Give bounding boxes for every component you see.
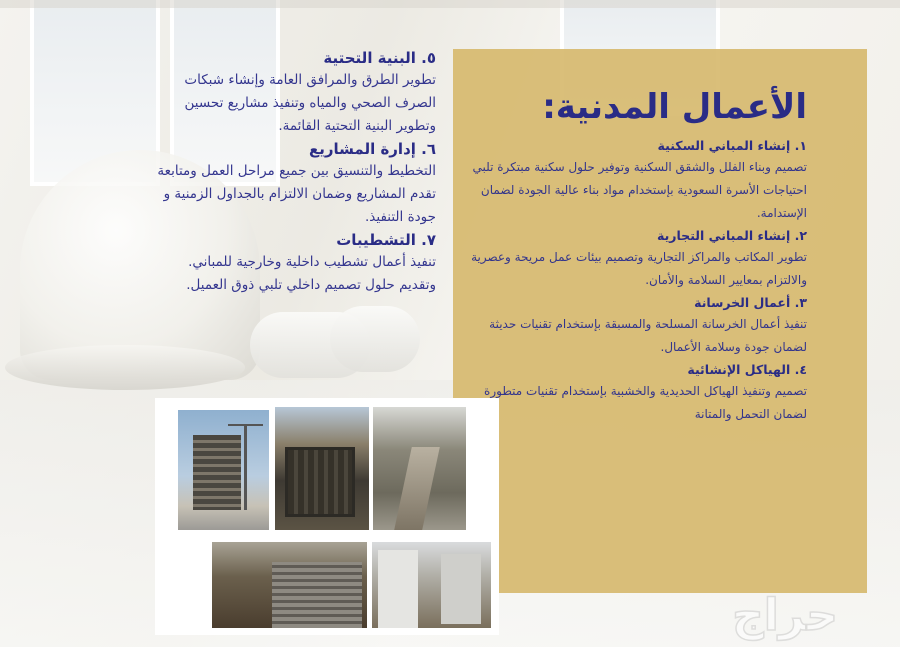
civil-works-panel bbox=[453, 49, 867, 593]
item-text: تطوير المكاتب والمراكز التجارية وتصميم بيئات عمل مريحة وعصرية والالتزام بمعايير السلامة والأمان. bbox=[471, 250, 807, 287]
item-text: تصميم وتنفيذ الهياكل الحديدية والخشبية بإستخدام تقنيات متطورة لضمان التحمل والمتانة bbox=[484, 384, 807, 421]
item-heading: ٤. الهياكل الإنشائية bbox=[687, 362, 807, 377]
section-heading: ٥. البنية التحتية bbox=[323, 49, 436, 67]
blueprint-roll bbox=[330, 306, 420, 372]
services-list-left bbox=[148, 47, 436, 297]
photo-stairs-construction bbox=[212, 542, 367, 628]
watermark-logo bbox=[670, 585, 900, 647]
watermark-text: حراج bbox=[732, 590, 838, 641]
section-heading: ٧. التشطيبات bbox=[336, 231, 436, 249]
item-heading: ١. إنشاء المباني السكنية bbox=[657, 138, 807, 153]
photo-trench-works bbox=[373, 407, 466, 530]
hard-hat-brim bbox=[5, 345, 245, 390]
item-text: تصميم وبناء الفلل والشقق السكنية وتوفير حلول سكنية مبتكرة تلبي احتياجات الأسرة السعودية بإستخدام مواد بناء عالية الجودة لضمان الإستدامة. bbox=[472, 160, 807, 220]
civil-works-list bbox=[467, 135, 807, 426]
photo-corridor-works bbox=[372, 542, 491, 628]
item-heading: ٣. أعمال الخرسانة bbox=[694, 295, 807, 310]
item-text: تنفيذ أعمال الخرسانة المسلحة والمسبقة بإستخدام تقنيات حديثة لضمان جودة وسلامة الأعمال. bbox=[489, 317, 807, 354]
item-heading: ٢. إنشاء المباني التجارية bbox=[657, 228, 807, 243]
page-title: الأعمال المدنية: bbox=[542, 87, 807, 127]
section-text: التخطيط والتنسيق بين جميع مراحل العمل ومتابعة تقدم المشاريع وضمان الالتزام بالجداول الزمنية و جودة التنفيذ. bbox=[157, 163, 436, 225]
section-text: تنفيذ أعمال تشطيب داخلية وخارجية للمباني. وتقديم حلول تصميم داخلي تلبي ذوق العميل. bbox=[186, 254, 436, 293]
photo-concrete-formwork bbox=[275, 407, 369, 530]
section-heading: ٦. إدارة المشاريع bbox=[308, 140, 436, 158]
section-text: تطوير الطرق والمرافق العامة وإنشاء شبكات الصرف الصحي والمياه وتنفيذ مشاريع تحسين وتطوير البنية التحتية القائمة. bbox=[184, 72, 436, 134]
project-photo-collage bbox=[155, 398, 499, 635]
photo-high-rise-building bbox=[178, 410, 269, 530]
ceiling-beam bbox=[0, 0, 900, 8]
